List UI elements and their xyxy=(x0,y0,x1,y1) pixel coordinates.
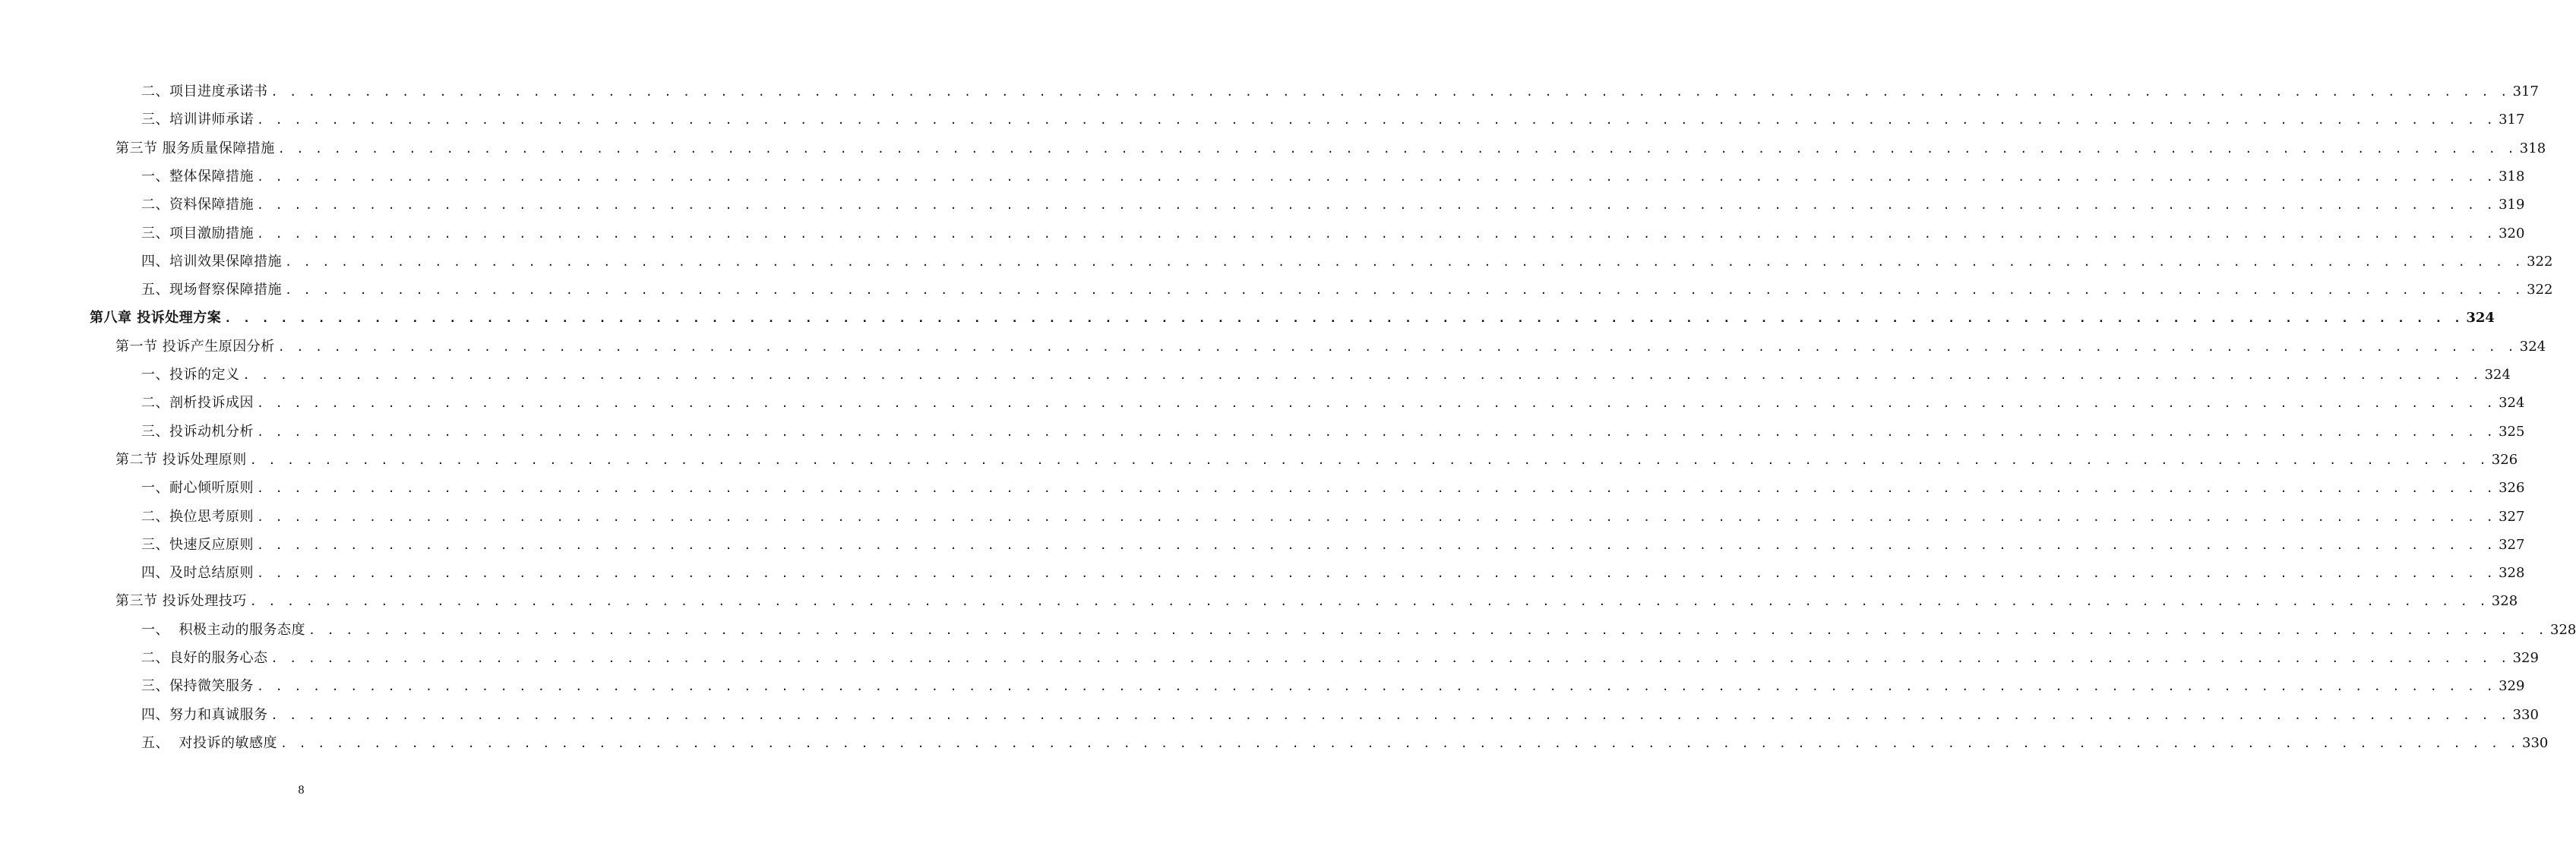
toc-entry-page: 322 xyxy=(2527,253,2553,270)
toc-entry-page: 325 xyxy=(2499,423,2525,440)
toc-dot-leader: . . . . . . . . . . . . . . . . . . . . . . . . . . . . . . . . . . . . . . . . . . . . . . . . . . . . . . . . . . . . . . . . . . . . . . . . . . . . . . . . . . . . . . . . . . . . . . . . . . . . . . . . . . . . . . . . . . . . . . . . xyxy=(257,680,2496,694)
toc-dot-leader: . . . . . . . . . . . . . . . . . . . . . . . . . . . . . . . . . . . . . . . . . . . . . . . . . . . . . . . . . . . . . . . . . . . . . . . . . . . . . . . . . . . . . . . . . . . . . . . . . . . . . . . . . . . . . . . . . . . . . . . . xyxy=(285,254,2524,269)
toc-entry[interactable] xyxy=(0,189,2525,217)
toc-entry-title: 二、项目进度承诺书 xyxy=(141,84,268,99)
toc-entry-page: 328 xyxy=(2499,565,2525,582)
toc-entry[interactable] xyxy=(0,331,2546,359)
toc-entry[interactable] xyxy=(0,529,2525,557)
toc-dot-leader: . . . . . . . . . . . . . . . . . . . . . . . . . . . . . . . . . . . . . . . . . . . . . . . . . . . . . . . . . . . . . . . . . . . . . . . . . . . . . . . . . . . . . . . . . . . . . . . . . . . . . . . . . . . . . . . . . . . . . . . . xyxy=(270,85,2510,99)
toc-entry-page: 326 xyxy=(2491,451,2518,468)
toc-entry-title: 五、 对投诉的敏感度 xyxy=(141,734,277,751)
toc-entry[interactable] xyxy=(0,274,2553,302)
toc-dot-leader: . . . . . . . . . . . . . . . . . . . . . . . . . . . . . . . . . . . . . . . . . . . . . . . . . . . . . . . . . . . . . . . . . . . . . . . . . . . . . . . . . . . . . . . . . . . . . . . . . . . . . . . . . . . . . . . . . . . . . . . . xyxy=(257,566,2496,581)
toc-dot-leader: . . . . . . . . . . . . . . . . . . . . . . . . . . . . . . . . . . . . . . . . . . . . . . . . . . . . . . . . . . . . . . . . . . . . . . . . . . . . . . . . . . . . . . . . . . . . . . . . . . . . . . . . . . . . . . . . . . . . . . . . xyxy=(242,368,2482,382)
toc-dot-leader: . . . . . . . . . . . . . . . . . . . . . . . . . . . . . . . . . . . . . . . . . . . . . . . . . . . . . . . . . . . . . . . . . . . . . . . . . . . . . . . . . . . . . . . . . . . . . . . . . . . . . . . . . . . . . . . . . . . . . . . . xyxy=(257,169,2496,184)
toc-entry[interactable] xyxy=(0,585,2518,614)
toc-dot-leader: . . . . . . . . . . . . . . . . . . . . . . . . . . . . . . . . . . . . . . . . . . . . . . . . . . . . . . . . . . . . . . . . . . . . . . . . . . . . . . . . . . . . . . . . . . . . . . . . . . . . . . . . . . . . . . . . . . . . . . . . xyxy=(257,510,2496,524)
toc-dot-leader: . . . . . . . . . . . . . . . . . . . . . . . . . . . . . . . . . . . . . . . . . . . . . . . . . . . . . . . . . . . . . . . . . . . . . . . . . . . . . . . . . . . . . . . . . . . . . . . . . . . . . . . . . . . . . . . . . . . . . . . . xyxy=(270,708,2510,722)
toc-dot-leader: . . . . . . . . . . . . . . . . . . . . . . . . . . . . . . . . . . . . . . . . . . . . . . . . . . . . . . . . . . . . . . . . . . . . . . . . . . . . . . . . . . . . . . . . . . . . . . . . . . . . . . . . . . . . . . . . . . . . . . . . xyxy=(257,538,2496,552)
toc-entry-page: 322 xyxy=(2527,282,2553,298)
toc-entry[interactable] xyxy=(0,76,2539,104)
toc-dot-leader: . . . . . . . . . . . . . . . . . . . . . . . . . . . . . . . . . . . . . . . . . . . . . . . . . . . . . . . . . . . . . . . . . . . . . . . . . . . . . . . . . . . . . . . . . . . . . . . . . . . . . . . . . . . . . . . . . . . . . . . . xyxy=(270,652,2510,665)
toc-entry-title: 一、整体保障措施 xyxy=(141,168,254,185)
toc-entry-page: 320 xyxy=(2499,225,2525,241)
toc-entry-title: 三、投诉动机分析 xyxy=(141,423,254,440)
toc-entry-title: 二、换位思考原则 xyxy=(141,508,254,525)
toc-dot-leader: . . . . . . . . . . . . . . . . . . . . . . . . . . . . . . . . . . . . . . . . . . . . . . . . . . . . . . . . . . . . . . . . . . . . . . . . . . . . . . . . . . . . . . . . . . . . . . . . . . . . . . . . . . . . . . . . . . . . . . . . xyxy=(257,424,2496,439)
toc-dot-leader: . . . . . . . . . . . . . . . . . . . . . . . . . . . . . . . . . . . . . . . . . . . . . . . . . . . . . . . . . . . . . . . . . . . . . . . . . . . . . . . . . . . . . . . . . . . . . . . . . . . . . . . . . . . . . . . . . . . . . . . . xyxy=(277,339,2517,354)
toc-entry-title: 二、资料保障措施 xyxy=(141,197,254,213)
page-number: 8 xyxy=(298,784,305,797)
toc-entry[interactable] xyxy=(0,727,2549,756)
toc-entry[interactable] xyxy=(0,614,2576,642)
toc-dot-leader: . . . . . . . . . . . . . . . . . . . . . . . . . . . . . . . . . . . . . . . . . . . . . . . . . . . . . . . . . . . . . . . . . . . . . . . . . . . . . . . . . . . . . . . . . . . . . . . . . . . . . . . . . . . . . . . . . . . . . . . . xyxy=(257,113,2496,128)
toc-entry-title: 二、良好的服务心态 xyxy=(141,650,268,666)
toc-entry[interactable] xyxy=(0,246,2553,274)
toc-dot-leader: . . . . . . . . . . . . . . . . . . . . . . . . . . . . . . . . . . . . . . . . . . . . . . . . . . . . . . . . . . . . . . . . . . . . . . . . . . . . . . . . . . . . . . . . . . . . . . . . . . . . . . . . . . . . . . . . . . . . . . . . xyxy=(308,623,2548,637)
toc-entry[interactable] xyxy=(0,161,2525,189)
toc-entry[interactable] xyxy=(0,218,2525,246)
toc-entry-page: 330 xyxy=(2512,706,2539,723)
toc-entry-title: 五、现场督察保障措施 xyxy=(141,282,282,298)
toc-dot-leader: . . . . . . . . . . . . . . . . . . . . . . . . . . . . . . . . . . . . . . . . . . . . . . . . . . . . . . . . . . . . . . . . . . . . . . . . . . . . . . . . . . . . . . . . . . . . . . . . . . . . . . . . . . . . . . . . . . . . . . . . xyxy=(277,141,2517,156)
toc-entry[interactable] xyxy=(0,472,2525,500)
toc-entry-page: 330 xyxy=(2522,734,2549,751)
toc-entry[interactable] xyxy=(0,359,2511,387)
toc-entry[interactable] xyxy=(0,302,2495,330)
toc-entry-page: 317 xyxy=(2512,84,2539,99)
toc-entry-page: 327 xyxy=(2499,508,2525,525)
toc-entry-title: 三、项目激励措施 xyxy=(141,225,254,241)
toc-entry-title: 一、耐心倾听原则 xyxy=(141,480,254,497)
toc-entry[interactable] xyxy=(0,671,2525,699)
toc-entry[interactable] xyxy=(0,642,2539,671)
toc-entry-page: 328 xyxy=(2491,593,2518,610)
toc-entry-title: 三、保持微笑服务 xyxy=(141,678,254,695)
toc-entry[interactable] xyxy=(0,557,2525,585)
toc-entry-title: 第三节 服务质量保障措施 xyxy=(115,140,275,156)
toc-entry[interactable] xyxy=(0,387,2525,415)
toc-dot-leader: . . . . . . . . . . . . . . . . . . . . . . . . . . . . . . . . . . . . . . . . . . . . . . . . . . . . . . . . . . . . . . . . . . . . . . . . . . . . . . . . . . . . . . . . . . . . . . . . . . . . . . . . . . . . . . . . . . . . . . . . xyxy=(257,198,2496,213)
toc-entry-title: 第三节 投诉处理技巧 xyxy=(115,593,247,610)
toc-entry-page: 324 xyxy=(2484,367,2511,383)
toc-entry[interactable] xyxy=(0,416,2525,444)
toc-entry-page: 327 xyxy=(2499,536,2525,553)
toc-entry-page: 324 xyxy=(2499,395,2525,412)
toc-entry-title: 第八章 投诉处理方案 xyxy=(90,310,222,327)
toc-dot-leader: . . . . . . . . . . . . . . . . . . . . . . . . . . . . . . . . . . . . . . . . . . . . . . . . . . . . . . . . . . . . . . . . . . . . . . . . . . . . . . . . . . . . . . . . . . . . . . . . . . . . . . . . . . . . . . . . . . . . . . . . xyxy=(257,396,2496,411)
toc-dot-leader: . . . . . . . . . . . . . . . . . . . . . . . . . . . . . . . . . . . . . . . . . . . . . . . . . . . . . . . . . . . . . . . . . . . . . . . . . . . . . . . . . . . . . . . . . . . . . . . . . . . . . . . . . . . . . . . . . . . . . . . . xyxy=(257,226,2496,241)
toc-entry-page: 329 xyxy=(2499,678,2525,695)
toc-entry-page: 318 xyxy=(2519,140,2546,156)
toc-entry-page: 318 xyxy=(2499,168,2525,185)
toc-entry-title: 四、努力和真诚服务 xyxy=(141,706,268,723)
toc-entry[interactable] xyxy=(0,501,2525,529)
toc-entry-title: 一、投诉的定义 xyxy=(141,367,240,383)
toc-entry-title: 一、 积极主动的服务态度 xyxy=(141,621,305,638)
toc-entry-page: 324 xyxy=(2466,310,2495,327)
toc-dot-leader: . . . . . . . . . . . . . . . . . . . . . . . . . . . . . . . . . . . . . . . . . . . . . . . . . . . . . . . . . . . . . . . . . . . . . . . . . . . . . . . . . . . . . . . . . . . . . . . . . . . . . . . . . . . . . . . . . . . . . . . . xyxy=(249,453,2489,467)
toc-entry-page: 329 xyxy=(2512,650,2539,666)
toc-entry-title: 三、快速反应原则 xyxy=(141,536,254,553)
toc-entry[interactable] xyxy=(0,699,2539,727)
toc-entry-title: 三、培训讲师承诺 xyxy=(141,112,254,128)
toc-entry-page: 324 xyxy=(2519,338,2546,355)
toc-entry-title: 二、剖析投诉成因 xyxy=(141,395,254,412)
toc-entry-title: 四、培训效果保障措施 xyxy=(141,253,282,270)
toc-dot-leader: . . . . . . . . . . . . . . . . . . . . . . . . . . . . . . . . . . . . . . . . . . . . . . . . . . . . . . . . . . . . . . . . . . . . . . . . . . . . . . . . . . . . . . . . . . . . . . . . . . . . . . . . . . . . . . . . . . . . . . . . xyxy=(249,595,2489,609)
toc-dot-leader: . . . . . . . . . . . . . . . . . . . . . . . . . . . . . . . . . . . . . . . . . . . . . . . . . . . . . . . . . . . . . . . . . . . . . . . . . . . . . . . . . . . . . . . . . . . . . . . . . . . . . . . . . . . . . . . . . . . . . . . . xyxy=(285,283,2524,298)
toc-entry[interactable] xyxy=(0,444,2518,472)
toc-dot-leader: . . . . . . . . . . . . . . . . . . . . . . . . . . . . . . . . . . . . . . . . . . . . . . . . . . . . . . . . . . . . . . . . . . . . . . . . . . . . . . . . . . . . . . . . . . . . . . . . . . . . . . . . . . . . . . . . . . . . . . . . xyxy=(280,736,2520,750)
toc-entry-title: 第二节 投诉处理原则 xyxy=(115,451,247,468)
toc-entry[interactable] xyxy=(0,104,2525,132)
toc-dot-leader: . . . . . . . . . . . . . . . . . . . . . . . . . . . . . . . . . . . . . . . . . . . . . . . . . . . . . . . . . . . . . . . . . . . . . . . . . . . . . . . . . . . . . . . . . . . . . . . . . . . . . . . . . . . . . . . . . . . . . . . . xyxy=(224,311,2464,326)
toc-dot-leader: . . . . . . . . . . . . . . . . . . . . . . . . . . . . . . . . . . . . . . . . . . . . . . . . . . . . . . . . . . . . . . . . . . . . . . . . . . . . . . . . . . . . . . . . . . . . . . . . . . . . . . . . . . . . . . . . . . . . . . . . xyxy=(257,481,2496,496)
toc-entry[interactable] xyxy=(0,133,2546,161)
toc-entry-page: 326 xyxy=(2499,480,2525,497)
toc-entry-page: 328 xyxy=(2550,621,2576,638)
toc-entry-title: 四、及时总结原则 xyxy=(141,565,254,582)
toc-entry-title: 第一节 投诉产生原因分析 xyxy=(115,338,275,355)
toc-entry-page: 319 xyxy=(2499,197,2525,213)
toc-entry-page: 317 xyxy=(2499,112,2525,128)
